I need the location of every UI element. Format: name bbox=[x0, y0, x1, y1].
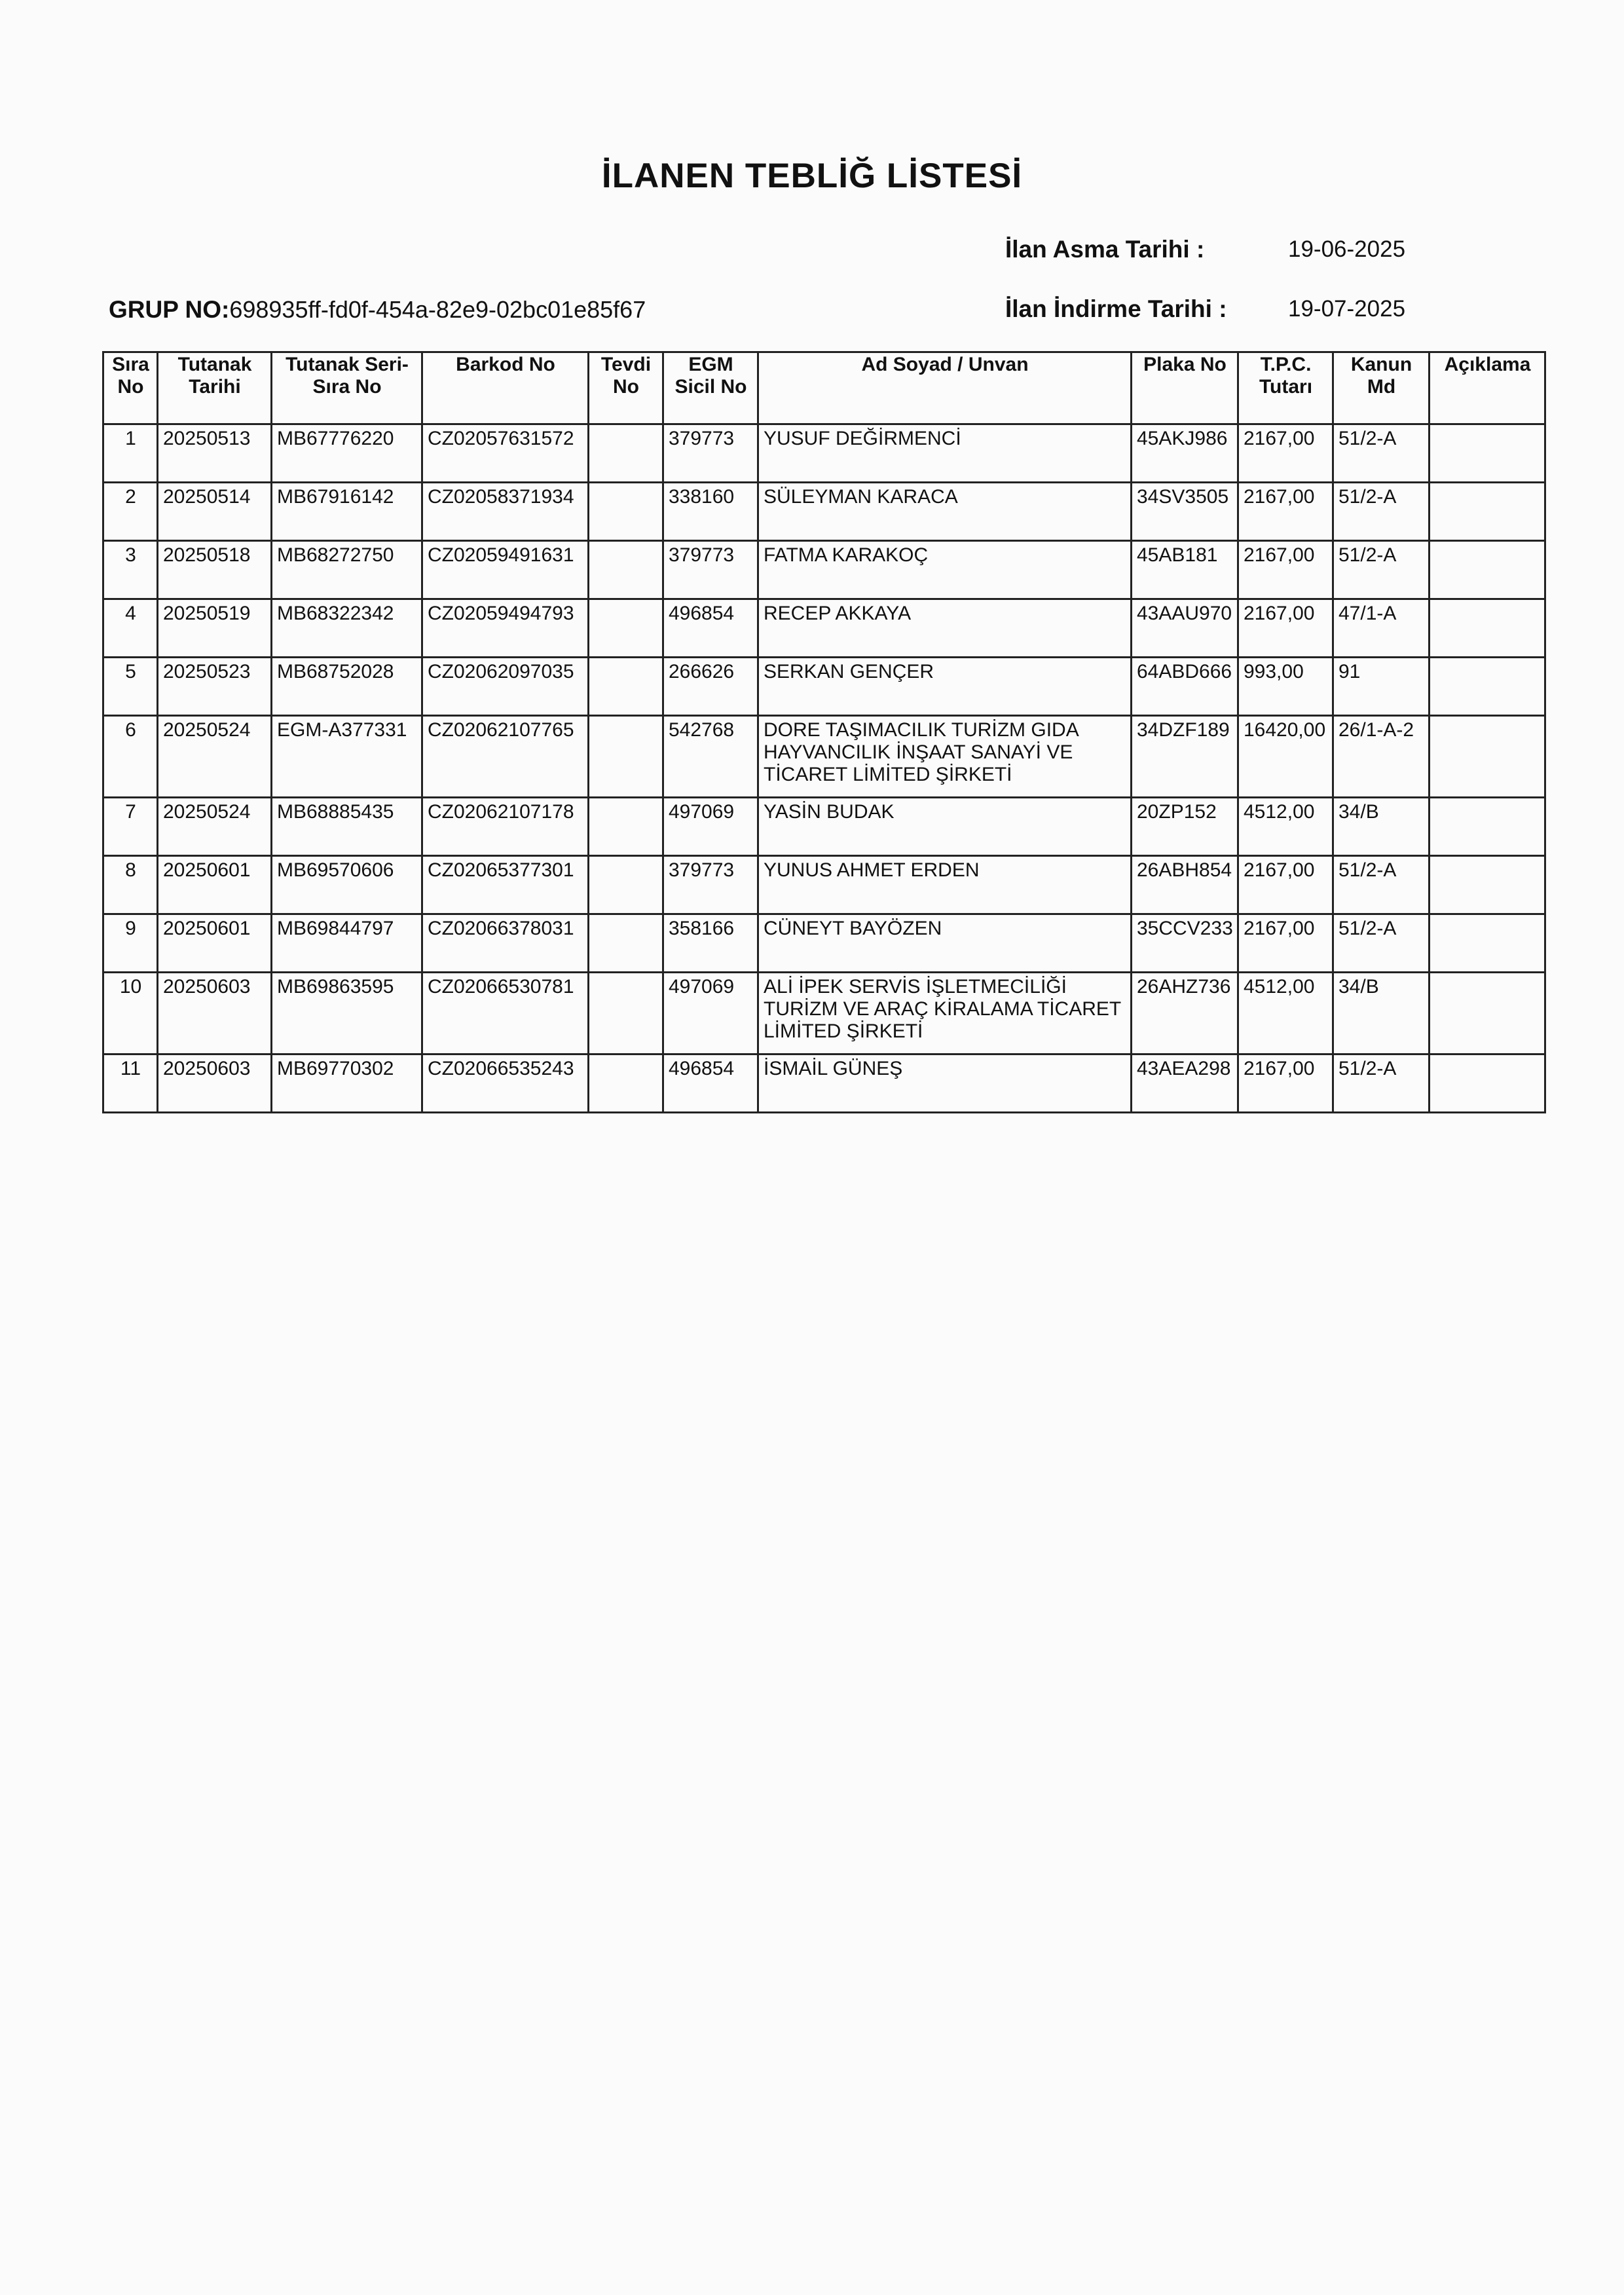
table-cell: 2167,00 bbox=[1238, 914, 1333, 973]
table-cell: 6 bbox=[103, 716, 158, 798]
table-cell bbox=[1430, 716, 1545, 798]
table-cell: MB67776220 bbox=[272, 424, 422, 483]
table-cell: 358166 bbox=[663, 914, 758, 973]
table-row bbox=[103, 798, 1545, 856]
column-header-line: No bbox=[117, 376, 144, 398]
table-cell: MB69770302 bbox=[272, 1054, 422, 1113]
table-cell: 5 bbox=[103, 658, 158, 716]
table-cell: 4512,00 bbox=[1238, 798, 1333, 856]
column-header-line: Ad Soyad / Unvan bbox=[861, 354, 1029, 375]
table-cell: 16420,00 bbox=[1238, 716, 1333, 798]
table-row bbox=[103, 483, 1545, 541]
table-cell: 379773 bbox=[663, 541, 758, 599]
table-cell: 7 bbox=[103, 798, 158, 856]
column-header bbox=[1333, 352, 1430, 424]
table-cell: 35CCV233 bbox=[1132, 914, 1238, 973]
table-row bbox=[103, 856, 1545, 914]
page-title: İLANEN TEBLİĞ LİSTESİ bbox=[601, 157, 1023, 195]
table-cell: EGM-A377331 bbox=[272, 716, 422, 798]
table-cell: CZ02062097035 bbox=[422, 658, 589, 716]
asma-date-label: İlan Asma Tarihi : bbox=[1005, 236, 1205, 263]
table-cell: MB68272750 bbox=[272, 541, 422, 599]
table-cell: 2167,00 bbox=[1238, 483, 1333, 541]
table-cell: CZ02066530781 bbox=[422, 973, 589, 1054]
table-cell: 26ABH854 bbox=[1132, 856, 1238, 914]
table-cell: 496854 bbox=[663, 1054, 758, 1113]
table-cell bbox=[589, 1054, 663, 1113]
table-cell: CZ02059494793 bbox=[422, 599, 589, 658]
table-cell: 20250524 bbox=[158, 798, 272, 856]
table-cell: 26AHZ736 bbox=[1132, 973, 1238, 1054]
table-cell bbox=[1430, 424, 1545, 483]
table-cell bbox=[589, 798, 663, 856]
table-cell: 2167,00 bbox=[1238, 599, 1333, 658]
column-header-line: Sicil No bbox=[674, 376, 747, 398]
table-body bbox=[103, 424, 1545, 1113]
table-cell: YUSUF DEĞİRMENCİ bbox=[758, 424, 1132, 483]
table-cell: 379773 bbox=[663, 856, 758, 914]
table-row bbox=[103, 1054, 1545, 1113]
table-cell: 20250601 bbox=[158, 914, 272, 973]
column-header-line: No bbox=[613, 376, 639, 398]
table-cell: 338160 bbox=[663, 483, 758, 541]
table-cell: 379773 bbox=[663, 424, 758, 483]
grup-no bbox=[109, 296, 646, 324]
column-header-line: Tutarı bbox=[1259, 376, 1313, 398]
table-cell: 91 bbox=[1333, 658, 1430, 716]
table-cell: 51/2-A bbox=[1333, 856, 1430, 914]
table-row bbox=[103, 599, 1545, 658]
column-header-line: Md bbox=[1367, 376, 1396, 398]
column-header bbox=[1430, 352, 1545, 424]
column-header-line: Tutanak bbox=[177, 354, 252, 375]
table-cell: SERKAN GENÇER bbox=[758, 658, 1132, 716]
table-cell: 20250518 bbox=[158, 541, 272, 599]
table-cell bbox=[589, 541, 663, 599]
table-cell bbox=[1430, 856, 1545, 914]
column-header bbox=[103, 352, 158, 424]
table-cell: 43AEA298 bbox=[1132, 1054, 1238, 1113]
table-cell: CZ02058371934 bbox=[422, 483, 589, 541]
column-header-line: Açıklama bbox=[1444, 354, 1531, 375]
table-cell: 20250603 bbox=[158, 1054, 272, 1113]
table-cell: MB67916142 bbox=[272, 483, 422, 541]
table-cell: 2167,00 bbox=[1238, 1054, 1333, 1113]
table-cell: 20250524 bbox=[158, 716, 272, 798]
table-cell: MB69844797 bbox=[272, 914, 422, 973]
table-cell bbox=[589, 973, 663, 1054]
table-cell: 26/1-A-2 bbox=[1333, 716, 1430, 798]
table-cell: 2167,00 bbox=[1238, 541, 1333, 599]
table-cell: 20250601 bbox=[158, 856, 272, 914]
grup-no-label: GRUP NO: bbox=[109, 296, 230, 323]
table-cell: 542768 bbox=[663, 716, 758, 798]
table-cell bbox=[1430, 973, 1545, 1054]
table-cell: 34/B bbox=[1333, 798, 1430, 856]
indirme-date-label: İlan İndirme Tarihi : bbox=[1005, 295, 1227, 322]
table-cell: CZ02062107765 bbox=[422, 716, 589, 798]
table-cell: MB68885435 bbox=[272, 798, 422, 856]
table-row bbox=[103, 973, 1545, 1054]
table-cell bbox=[1430, 798, 1545, 856]
table-cell: FATMA KARAKOÇ bbox=[758, 541, 1132, 599]
table-cell: CÜNEYT BAYÖZEN bbox=[758, 914, 1132, 973]
table-cell: DORE TAŞIMACILIK TURİZM GIDA HAYVANCILIK İNŞAAT SANAYİ VE TİCARET LİMİTED ŞİRKETİ bbox=[758, 716, 1132, 798]
table-cell: 1 bbox=[103, 424, 158, 483]
table-cell: MB69570606 bbox=[272, 856, 422, 914]
table-cell: 496854 bbox=[663, 599, 758, 658]
table-cell bbox=[589, 856, 663, 914]
table-cell: 34DZF189 bbox=[1132, 716, 1238, 798]
column-header-line: Tevdi bbox=[600, 354, 652, 375]
grup-no-value: 698935ff-fd0f-454a-82e9-02bc01e85f67 bbox=[229, 296, 646, 323]
table-cell bbox=[1430, 541, 1545, 599]
table-cell: 993,00 bbox=[1238, 658, 1333, 716]
table-cell: 51/2-A bbox=[1333, 483, 1430, 541]
table-cell: 266626 bbox=[663, 658, 758, 716]
table-cell: 11 bbox=[103, 1054, 158, 1113]
table-cell: CZ02066378031 bbox=[422, 914, 589, 973]
column-header-line: Plaka No bbox=[1143, 354, 1227, 375]
table-cell: CZ02062107178 bbox=[422, 798, 589, 856]
table-cell: YASİN BUDAK bbox=[758, 798, 1132, 856]
table-cell bbox=[589, 483, 663, 541]
table-cell: 4512,00 bbox=[1238, 973, 1333, 1054]
table-cell: 45AB181 bbox=[1132, 541, 1238, 599]
table-cell: İSMAİL GÜNEŞ bbox=[758, 1054, 1132, 1113]
table-cell: 20ZP152 bbox=[1132, 798, 1238, 856]
column-header-line: EGM bbox=[688, 354, 733, 375]
table-cell: 45AKJ986 bbox=[1132, 424, 1238, 483]
column-header-line: Barkod No bbox=[456, 354, 555, 375]
table-cell: 51/2-A bbox=[1333, 914, 1430, 973]
table-cell: 34/B bbox=[1333, 973, 1430, 1054]
column-header-line: Tarihi bbox=[189, 376, 241, 398]
table-cell: 2167,00 bbox=[1238, 424, 1333, 483]
table-cell: 47/1-A bbox=[1333, 599, 1430, 658]
table-cell bbox=[589, 716, 663, 798]
table-row bbox=[103, 424, 1545, 483]
column-header bbox=[272, 352, 422, 424]
table-cell: 43AAU970 bbox=[1132, 599, 1238, 658]
column-header-line: Sıra No bbox=[312, 376, 382, 398]
table-cell: 51/2-A bbox=[1333, 1054, 1430, 1113]
column-header-line: Tutanak Seri- bbox=[286, 354, 409, 375]
table-cell: CZ02059491631 bbox=[422, 541, 589, 599]
table-cell bbox=[1430, 599, 1545, 658]
table-cell bbox=[589, 658, 663, 716]
table-cell: 20250513 bbox=[158, 424, 272, 483]
indirme-date-value: 19-07-2025 bbox=[1288, 296, 1406, 322]
table-cell: 64ABD666 bbox=[1132, 658, 1238, 716]
table-cell: CZ02057631572 bbox=[422, 424, 589, 483]
table-cell: MB68752028 bbox=[272, 658, 422, 716]
table-cell bbox=[1430, 483, 1545, 541]
table-cell: ALİ İPEK SERVİS İŞLETMECİLİĞİ TURİZM VE ARAÇ KİRALAMA TİCARET LİMİTED ŞİRKETİ bbox=[758, 973, 1132, 1054]
table-cell: MB68322342 bbox=[272, 599, 422, 658]
table-cell: CZ02066535243 bbox=[422, 1054, 589, 1113]
column-header bbox=[663, 352, 758, 424]
table-cell: 51/2-A bbox=[1333, 541, 1430, 599]
table-cell: 8 bbox=[103, 856, 158, 914]
asma-date-value: 19-06-2025 bbox=[1288, 236, 1406, 262]
table-cell bbox=[1430, 1054, 1545, 1113]
table-cell: 34SV3505 bbox=[1132, 483, 1238, 541]
table-cell: SÜLEYMAN KARACA bbox=[758, 483, 1132, 541]
column-header-line: Kanun bbox=[1350, 354, 1412, 375]
table-cell bbox=[589, 599, 663, 658]
column-header bbox=[158, 352, 272, 424]
table-cell: 20250523 bbox=[158, 658, 272, 716]
table-cell: YUNUS AHMET ERDEN bbox=[758, 856, 1132, 914]
notification-table bbox=[102, 351, 1546, 1113]
table-cell: 2167,00 bbox=[1238, 856, 1333, 914]
column-header bbox=[589, 352, 663, 424]
column-header bbox=[1238, 352, 1333, 424]
table-cell: 497069 bbox=[663, 798, 758, 856]
table-cell bbox=[1430, 914, 1545, 973]
table-cell: 10 bbox=[103, 973, 158, 1054]
table-cell: 20250514 bbox=[158, 483, 272, 541]
table-cell: RECEP AKKAYA bbox=[758, 599, 1132, 658]
table-cell: 2 bbox=[103, 483, 158, 541]
table-cell: 51/2-A bbox=[1333, 424, 1430, 483]
column-header bbox=[422, 352, 589, 424]
column-header bbox=[758, 352, 1132, 424]
table-row bbox=[103, 914, 1545, 973]
table-cell: MB69863595 bbox=[272, 973, 422, 1054]
table-cell: 3 bbox=[103, 541, 158, 599]
column-header-line: Sıra bbox=[112, 354, 149, 375]
column-header-line: T.P.C. bbox=[1260, 354, 1312, 375]
table-cell: CZ02065377301 bbox=[422, 856, 589, 914]
table-row bbox=[103, 541, 1545, 599]
table-row bbox=[103, 716, 1545, 798]
table-cell: 20250519 bbox=[158, 599, 272, 658]
table-header-row bbox=[103, 352, 1545, 424]
table-cell: 9 bbox=[103, 914, 158, 973]
table-row bbox=[103, 658, 1545, 716]
column-header bbox=[1132, 352, 1238, 424]
table-cell bbox=[1430, 658, 1545, 716]
table-cell bbox=[589, 914, 663, 973]
table-cell: 20250603 bbox=[158, 973, 272, 1054]
table-cell bbox=[589, 424, 663, 483]
table-cell: 497069 bbox=[663, 973, 758, 1054]
table-cell: 4 bbox=[103, 599, 158, 658]
